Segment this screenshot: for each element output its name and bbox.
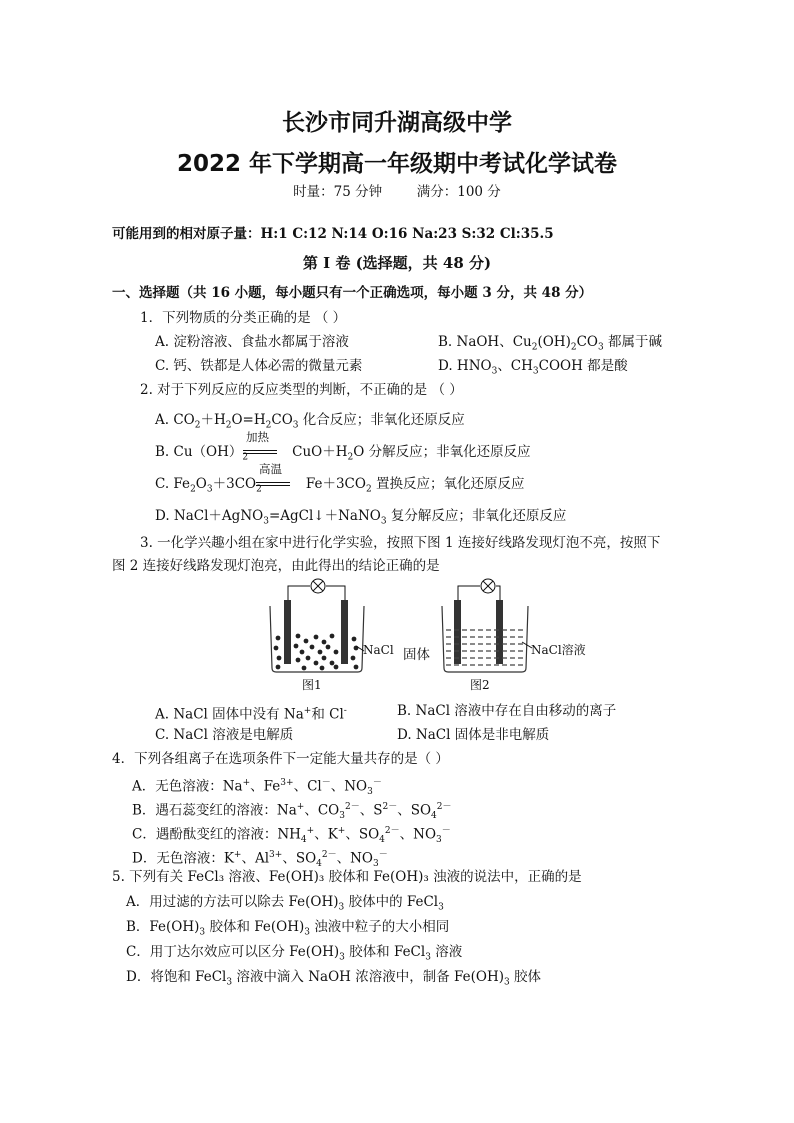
fig2-label: NaCl溶液	[531, 643, 586, 657]
electrode	[341, 600, 348, 664]
q5-stem: 5. 下列有关 FeCl₃ 溶液、Fe(OH)₃ 胶体和 Fe(OH)₃ 浊液的说法中，正确的是	[112, 869, 582, 885]
electrode	[454, 600, 461, 664]
school-name: 长沙市同升湖高级中学	[282, 110, 512, 136]
q3-stem-line1: 3. 一化学兴趣小组在家中进行化学实验，按照下图 1 连接好线路发现灯泡不亮，按照下	[140, 535, 661, 551]
q2-option-c: C. $Fe_2O_3+3CO_2$ $Fe+3CO_2$ 置换反应；氧化还原反应	[155, 476, 525, 495]
q1-option-a: A. 淀粉溶液、食盐水都属于溶液	[155, 334, 349, 350]
fig1-label: NaCl	[363, 643, 394, 657]
q1-option-c: C. 钙、铁都是人体必需的微量元素	[155, 358, 363, 374]
q2-b-condition: 加热	[246, 430, 269, 444]
exam-info	[0, 180, 794, 200]
q1-option-d: D. $HNO_3$、$CH_3COOH$ 都是酸	[438, 358, 628, 377]
q1-stem: 1．下列物质的分类正确的是 （ ）	[140, 310, 347, 326]
q4-option-b: B．遇石蕊变红的溶液：Na+、$CO_3^{2-}$、$S^{2-}$、$SO_4^{2-}$	[132, 802, 452, 822]
fig2-caption: 图2	[470, 678, 490, 692]
electrode	[284, 600, 291, 664]
figure2-circuit	[458, 579, 500, 614]
q5-option-d: D．将饱和 FeCl$_3$ 溶液中滴入 NaOH 浓溶液中，制备 $Fe(OH)_3$ 胶体	[126, 969, 542, 988]
q4-option-d: D．无色溶液：K+、$Al^{3+}$、$SO_4^{2-}$、$NO_3^-$	[132, 850, 388, 870]
q5-option-a: A．用过滤的方法可以除去 $Fe(OH)_3$ 胶体中的 FeCl$_3$	[126, 894, 444, 913]
full-score: 满分：100 分	[416, 184, 501, 200]
q4-option-c: C．遇酚酞变红的溶液：$NH_4^+$、K+、$SO_4^{2-}$、$NO_3^-$	[132, 826, 451, 846]
q5-option-b: B．$Fe(OH)_3$ 胶体和 $Fe(OH)_3$ 浊液中粒子的大小相同	[126, 919, 450, 938]
beaker2	[442, 600, 532, 672]
q3-option-a: A. NaCl 固体中没有 Na+和 Cl-	[155, 706, 347, 723]
fig1-caption: 图1	[302, 678, 322, 692]
q3-option-d: D. NaCl 固体是非电解质	[397, 727, 550, 743]
q2-c-condition: 高温	[259, 462, 282, 476]
q3-option-b: B. NaCl 溶液中存在自由移动的离子	[397, 703, 617, 719]
q2-c-equals-bar	[256, 482, 290, 486]
q4-stem: 4．下列各组离子在选项条件下一定能大量共存的是（ ）	[112, 751, 449, 767]
q2-option-d: D. NaCl＋AgNO$_3$=AgCl↓＋NaNO$_3$ 复分解反应；非氧化还原反应	[155, 508, 567, 527]
q2-stem: 2. 对于下列反应的反应类型的判断，不正确的是 （ ）	[140, 382, 463, 398]
q3-option-c: C. NaCl 溶液是电解质	[155, 727, 294, 743]
fig-middle-label: 固体	[403, 647, 430, 663]
q2-option-b: B. $Cu(OH)_2$ $CuO+H_2O$ 分解反应；非氧化还原反应	[155, 444, 531, 463]
time-limit: 时量：75 分钟	[293, 184, 383, 200]
q3-stem-line2: 图 2 连接好线路发现灯泡亮，由此得出的结论正确的是	[112, 558, 440, 574]
beaker1	[270, 600, 364, 672]
q2-b-equals-bar	[243, 450, 277, 454]
q1-option-b: B. NaOH、$Cu_2(OH)_2CO_3$ 都属于碱	[438, 334, 663, 353]
electrode	[496, 600, 503, 664]
part-title: 第 I 卷 (选择题，共 48 分)	[302, 254, 492, 272]
atomic-mass-line: 可能用到的相对原子量：H:1 C:12 N:14 O:16 Na:23 S:32 Cl:35.5	[112, 226, 554, 242]
figure1-circuit	[288, 579, 345, 614]
exam-title: 2022 年下学期高一年级期中考试化学试卷	[176, 151, 618, 177]
q5-option-c: C．用丁达尔效应可以区分 $Fe(OH)_3$ 胶体和 FeCl$_3$ 溶液	[126, 944, 463, 963]
q4-option-a: A．无色溶液：Na+、$Fe^{3+}$、Cl－、$NO_3^-$	[132, 778, 382, 798]
q2-option-a: A. $CO_2+H_2O=H_2CO_3$ 化合反应；非氧化还原反应	[155, 412, 465, 431]
section-heading: 一、选择题（共 16 小题，每小题只有一个正确选项，每小题 3 分，共 48 分）	[112, 285, 593, 301]
